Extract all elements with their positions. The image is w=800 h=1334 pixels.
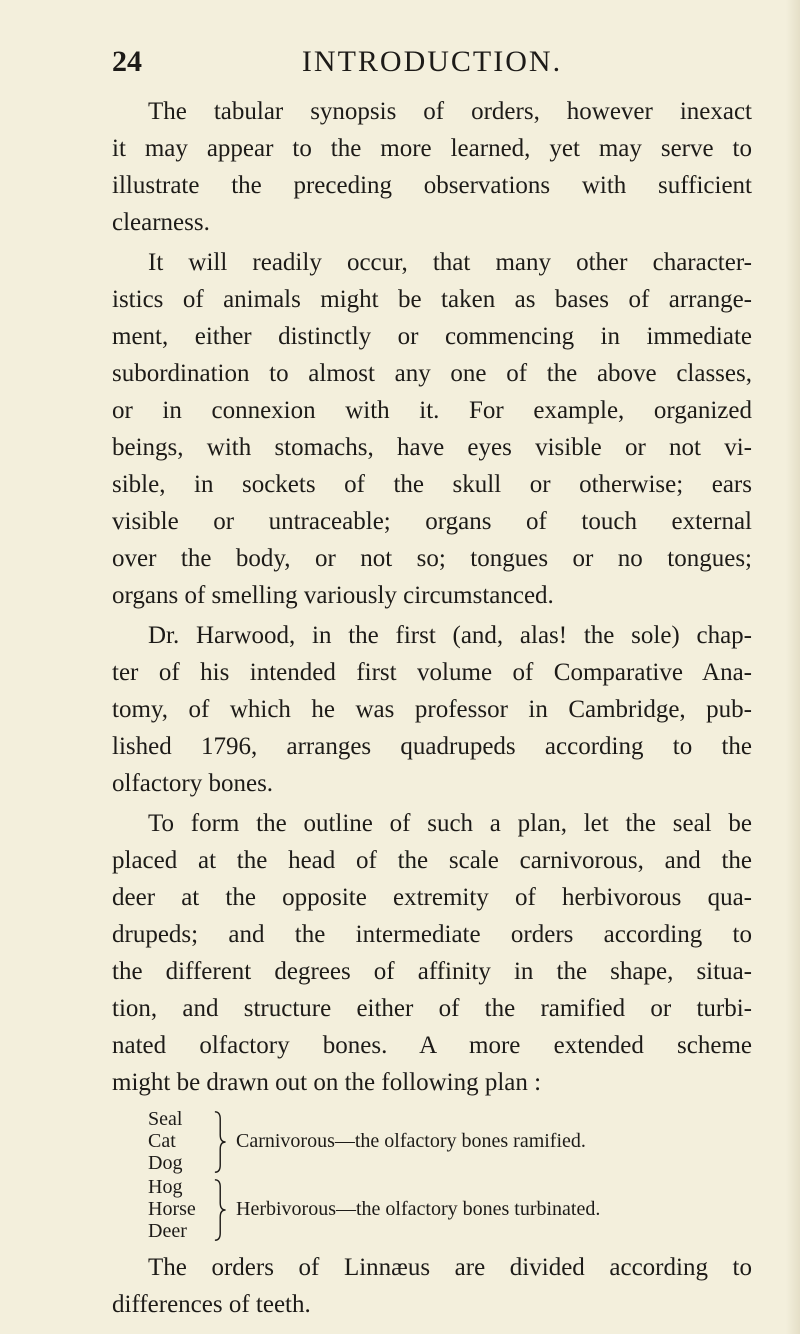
animal-name: Dog (148, 1152, 183, 1174)
page-number: 24 (112, 45, 142, 78)
text-line: ment, either distinctly or commencing in immediate (112, 323, 752, 350)
text-line: the different degrees of affinity in the shape, situa- (112, 958, 752, 985)
text-line: beings, with stomachs, have eyes visible or not vi- (112, 434, 752, 461)
animal-name: Seal (148, 1108, 183, 1130)
animal-name: Deer (148, 1220, 187, 1242)
text-line: istics of animals might be taken as bases of arrange- (112, 286, 752, 313)
text-line: over the body, or not so; tongues or no tongues; (112, 545, 752, 572)
animal-name: Cat (148, 1130, 176, 1152)
text-line: visible or untraceable; organs of touch external (112, 508, 752, 535)
text-line: organs of smelling variously circumstanced. (112, 582, 554, 609)
closing-text-line: differences of teeth. (112, 1291, 311, 1318)
animal-list (148, 1108, 210, 1174)
text-line: illustrate the preceding observations with sufficient (112, 172, 752, 199)
text-line: sible, in sockets of the skull or otherwise; ears (112, 471, 752, 498)
text-line: The tabular synopsis of orders, however inexact (148, 98, 752, 125)
text-line: nated olfactory bones. A more extended scheme (112, 1032, 752, 1059)
text-line: drupeds; and the intermediate orders according to (112, 921, 752, 948)
text-line: or in connexion with it. For example, organized (112, 397, 752, 424)
text-line: ter of his intended first volume of Comparative Ana- (112, 659, 752, 686)
animal-list (148, 1176, 210, 1242)
scheme-group-herbivorous (148, 1176, 748, 1254)
text-line: It will readily occur, that many other character- (148, 249, 752, 276)
text-line: subordination to almost any one of the above classes, (112, 360, 752, 387)
text-line: tomy, of which he was professor in Cambridge, pub- (112, 696, 752, 723)
animal-name: Horse (148, 1198, 196, 1220)
text-line: clearness. (112, 209, 210, 236)
text-line: it may appear to the more learned, yet may serve to (112, 135, 752, 162)
text-line: lished 1796, arranges quadrupeds according to the (112, 733, 752, 760)
text-line: might be drawn out on the following plan : (112, 1069, 542, 1096)
scheme-group-carnivorous (148, 1108, 748, 1186)
right-brace-icon (212, 1110, 232, 1174)
animal-name: Hog (148, 1176, 183, 1198)
text-line: To form the outline of such a plan, let the seal be (148, 810, 752, 837)
text-line: deer at the opposite extremity of herbivorous qua- (112, 884, 752, 911)
text-line: Dr. Harwood, in the first (and, alas! the sole) chap- (148, 622, 752, 649)
text-line: olfactory bones. (112, 770, 274, 797)
text-line: placed at the head of the scale carnivorous, and the (112, 847, 752, 874)
running-head: INTRODUCTION. (301, 45, 563, 78)
group-description: Herbivorous—the olfactory bones turbinated. (236, 1198, 601, 1220)
closing-text-line: The orders of Linnæus are divided according to (148, 1254, 752, 1281)
page-header (112, 40, 752, 84)
page-edge-shadow (786, 0, 800, 1334)
right-brace-icon (212, 1178, 232, 1242)
group-description: Carnivorous—the olfactory bones ramified. (236, 1130, 586, 1152)
text-line: tion, and structure either of the ramified or turbi- (112, 995, 752, 1022)
